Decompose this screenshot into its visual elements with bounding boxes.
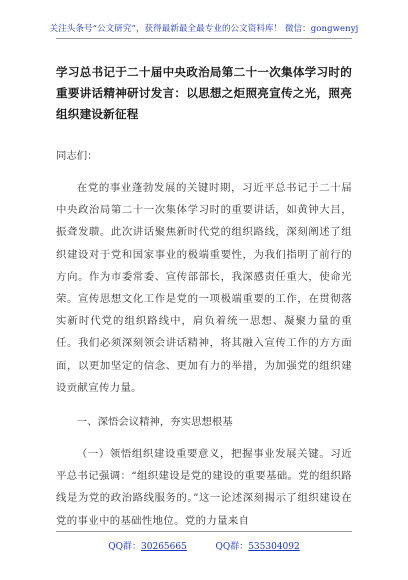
body-paragraph: 在党的事业蓬勃发展的关键时期，习近平总书记于二十届中央政治局第二十一次集体学习时的重要讲话，如黄钟大吕，振聋发聩。此次讲话聚焦新时代党的组织路线，深刻阐述了组织建设对于党和国家事业的极端重要性，为我们指明了前行的方向。作为市委常委、宣传部部长，我深感责任重大，使命光荣。宣传思想文化工作是党的一项极端重要的工作，在贯彻落实新时代党的组织路线中，肩负着统一思想、凝聚力量的重任。我们必须深刻领会讲话精神，将其融入宣传工作的方方面面，以更加坚定的信念、更加有力的举措，为加强党的组织建设贡献宣传力量。 bbox=[56, 182, 352, 394]
document-title: 学习总书记于二十届中央政治局第二十一次集体学习时的重要讲话精神研讨发言：以思想之炬照亮宣传之光，照亮组织建设新征程 bbox=[56, 65, 352, 121]
header-divider bbox=[56, 38, 352, 39]
document-body bbox=[56, 62, 352, 532]
footer-divider bbox=[56, 531, 352, 532]
document-greeting: 同志们： bbox=[56, 150, 98, 162]
qq-group-number-link[interactable]: 535304092 bbox=[248, 542, 300, 552]
qq-group-label: QQ群： bbox=[215, 542, 249, 552]
header-promo-text: 关注头条号“公文研究”，获得最新最全最专业的公文资料库！ 微信：gongwenyj bbox=[49, 24, 359, 34]
sub-section-paragraph: （一）领悟组织建设重要意义，把握事业发展关键。习近平总书记强调：“组织建设是党的建设的重要基础。党的组织路线是为党的政治路线服务的。”这一论述深刻揭示了组织建设在党的事业中的基础性地位。党的力量来自 bbox=[56, 448, 352, 527]
footer-contact bbox=[108, 539, 300, 552]
qq-group-label: QQ群： bbox=[108, 542, 142, 552]
qq-group-number-link[interactable]: 30265665 bbox=[141, 542, 187, 552]
section-heading: 一、深悟会议精神，夯实思想根基 bbox=[76, 416, 233, 429]
page-footer bbox=[0, 534, 408, 553]
page-header bbox=[0, 0, 408, 40]
